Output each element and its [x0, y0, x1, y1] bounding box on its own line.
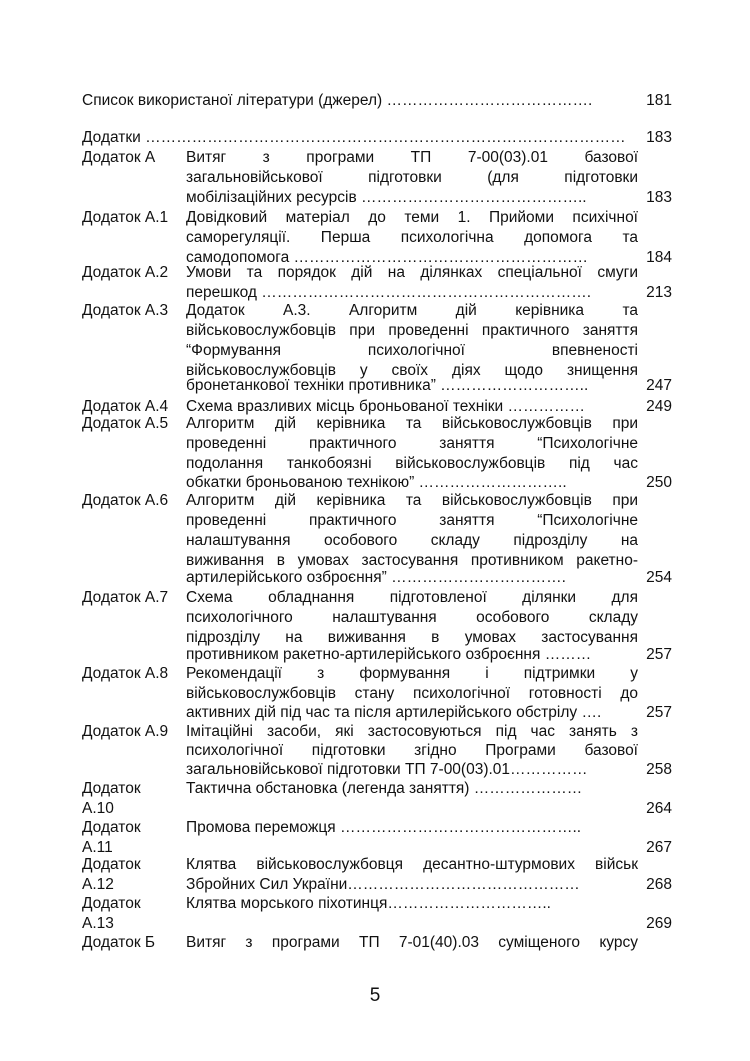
toc-entry-page: 250: [646, 474, 672, 491]
toc-entry-line: обкатки броньованою технікою” ………………………..: [186, 474, 567, 491]
toc-entry-page: 254: [646, 569, 672, 586]
toc-entry-label: Додаток А.5: [82, 415, 169, 432]
toc-entry-line: Схема вразливих місць броньованої техніки ……………: [186, 398, 586, 415]
toc-entry-label: Додаток: [82, 856, 141, 873]
toc-entry-line: Додаток А.3. Алгоритм дій керівника та: [186, 302, 638, 319]
toc-entry-page: 213: [646, 284, 672, 301]
toc-entry-page: 257: [646, 646, 672, 663]
toc-entry-label: Додаток А.9: [82, 723, 169, 740]
toc-entry-page: 249: [646, 398, 672, 415]
toc-entry-line: військовослужбовців стану психологічної готовності до: [186, 685, 638, 702]
toc-entry-label: Додаток А.7: [82, 589, 169, 606]
toc-entry-line: Клятва військовослужбовця десантно-штурмових військ: [186, 856, 638, 873]
toc-entry-line: мобілізаційних ресурсів ……………………………………..: [186, 189, 587, 206]
toc-appendices-page: 183: [646, 129, 672, 146]
toc-entry-page: 267: [646, 839, 672, 856]
toc-entry-page: 184: [646, 249, 672, 266]
toc-entry-page: 257: [646, 704, 672, 721]
toc-entry-page: 258: [646, 761, 672, 778]
toc-appendices-title: Додатки …………………………………………………………………………………: [82, 129, 626, 146]
toc-entry-line: подолання танкобоязні військовослужбовців під час: [186, 455, 638, 472]
toc-entry-line: Умови та порядок дій на ділянках спеціальної смуги: [186, 264, 638, 281]
toc-entry-line: загальновійськової підготовки ТП 7-00(03).01……………: [186, 761, 588, 778]
toc-entry-line: психологічного налаштування особового складу: [186, 609, 638, 626]
toc-entry-line: налаштування особового складу підрозділу на: [186, 532, 638, 549]
toc-entry-label: Додаток: [82, 780, 141, 797]
toc-entry-page: 183: [646, 189, 672, 206]
toc-entry-label: А.12: [82, 876, 114, 893]
toc-entry-line: Довідковий матеріал до теми 1. Прийоми психічної: [186, 209, 638, 226]
toc-entry-line: бронетанкової техніки противника” ………………………..: [186, 377, 589, 394]
toc-entry-line: Витяг з програми ТП 7-00(03).01 базової: [186, 149, 638, 166]
toc-entry-line: Тактична обстановка (легенда заняття) …………………: [186, 780, 583, 797]
toc-bibliography-title: Список використаної літератури (джерел) ………………………………….: [82, 92, 593, 109]
toc-entry-line: проведенні практичного заняття “Психологічне: [186, 512, 638, 529]
toc-entry-line: Алгоритм дій керівника та військовослужбовців при: [186, 492, 638, 509]
toc-entry-line: “Формування психологічної впевненості: [186, 342, 638, 359]
toc-entry-page: 268: [646, 876, 672, 893]
toc-entry-label: Додаток Б: [82, 934, 156, 951]
toc-entry-line: загальновійськової підготовки (для підготовки: [186, 169, 638, 186]
toc-entry-label: А.10: [82, 800, 114, 817]
toc-entry-label: А.13: [82, 915, 114, 932]
toc-bibliography-page: 181: [646, 92, 672, 109]
toc-entry-label: Додаток А.2: [82, 264, 169, 281]
toc-entry-line: самодопомога …………………………………………………: [186, 249, 589, 266]
toc-entry-line: Рекомендації з формування і підтримки у: [186, 665, 638, 682]
toc-entry-line: Збройних Сил України………………………………………: [186, 876, 580, 893]
toc-entry-label: Додаток А.3: [82, 302, 169, 319]
toc-entry-line: виживання в умовах застосування противником ракетно-: [186, 552, 638, 569]
toc-entry-label: Додаток А.1: [82, 209, 169, 226]
toc-entry-line: противником ракетно-артилерійського озброєння ………: [186, 646, 592, 663]
toc-entry-line: перешкод ……………………………………………………….: [186, 284, 592, 301]
toc-entry-line: Витяг з програми ТП 7-01(40).03 суміщеного курсу: [186, 934, 638, 951]
toc-entry-label: Додаток: [82, 895, 141, 912]
toc-entry-line: артилерійського озброєння” …………………………….: [186, 569, 566, 586]
toc-entry-line: саморегуляції. Перша психологічна допомога та: [186, 229, 638, 246]
toc-entry-line: Клятва морського піхотинця…………………………..: [186, 895, 551, 912]
toc-entry-line: Алгоритм дій керівника та військовослужбовців при: [186, 415, 638, 432]
toc-entry-label: А.11: [82, 839, 113, 856]
toc-entry-line: Промова переможця ………………………………………..: [186, 819, 582, 836]
toc-entry-line: Схема обладнання підготовленої ділянки для: [186, 589, 638, 606]
toc-entry-line: психологічної підготовки згідно Програми базової: [186, 742, 638, 759]
toc-entry-label: Додаток: [82, 819, 141, 836]
toc-entry-label: Додаток А: [82, 149, 156, 166]
toc-entry-page: 247: [646, 377, 672, 394]
toc-entry-label: Додаток А.4: [82, 398, 169, 415]
toc-entry-line: військовослужбовців при проведенні практичного заняття: [186, 322, 638, 339]
toc-entry-line: проведенні практичного заняття “Психологічне: [186, 435, 638, 452]
toc-entry-label: Додаток А.8: [82, 665, 169, 682]
page-number: 5: [369, 985, 381, 1006]
toc-entry-page: 269: [646, 915, 672, 932]
toc-entry-line: Імітаційні засоби, які застосовуються під час занять з: [186, 723, 638, 740]
toc-entry-line: підрозділу на виживання в умовах застосування: [186, 629, 638, 646]
toc-entry-label: Додаток А.6: [82, 492, 169, 509]
toc-entry-line: активних дій під час та після артилерійського обстрілу ….: [186, 704, 602, 721]
toc-entry-page: 264: [646, 800, 672, 817]
toc-entry-line: військовослужбовців у своїх діях щодо знищення: [186, 362, 638, 379]
